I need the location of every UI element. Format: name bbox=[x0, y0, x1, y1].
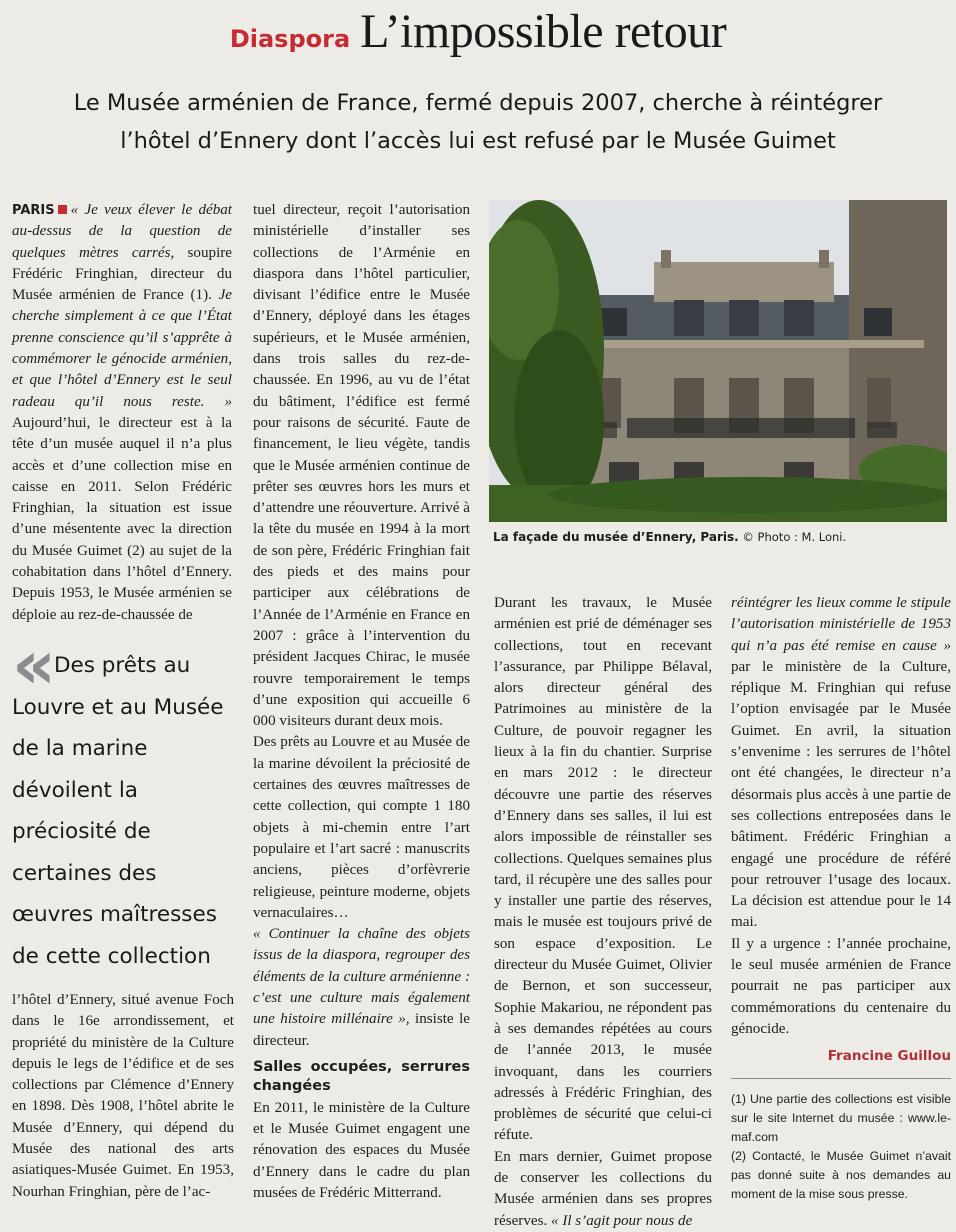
lead-text-2: Aujourd’hui, le directeur est à la tête d’un musée auquel il n’a plus accès et d’une collection mise en caisse en 2011. Selon Frédéric Fringhian, la situation est issue d’une mésentente avec la direction du Musée Guimet (2) au sujet de la cohabitation dans l’hôtel d’Ennery. Depuis 1953, le Musée arménien se déploie au rez-de-chaussée de bbox=[12, 414, 232, 623]
footnote-2: (2) Contacté, le Musée Guimet n’avait pas donné suite à nos demandes au moment de la mise sous presse. bbox=[731, 1149, 951, 1201]
column-4-quote: réintégrer les lieux comme le stipule l’autorisation ministérielle de 1953 qui n’a pas été remise en cause » bbox=[731, 595, 951, 654]
subheadline bbox=[10, 84, 946, 160]
caption-text: La façade du musée d’Ennery, Paris. bbox=[493, 530, 739, 544]
section-rubric: Diaspora bbox=[229, 25, 351, 53]
column-1-bottom-text: l’hôtel d’Ennery, situé avenue Foch dans le 16e arrondissement, et propriété du ministère de la Culture depuis le legs de l’édifice et de ses collections par Clémence d’Ennery en 1898. Dès 1908, l’hôtel abrite le Musée d’Ennery, qui dépend du Musée des national des arts asiatiques-Musée Guimet. En 1953, Nourhan Fringhian, père de l’ac- bbox=[12, 992, 234, 1200]
director-quote-tail: insiste le directeur. bbox=[253, 1011, 470, 1049]
column-3-quote: « Il s’agit pour nous de bbox=[547, 1212, 693, 1229]
lead-text-1: soupire Frédéric Fringhian, directeur du Musée arménien de France (1). bbox=[12, 244, 232, 304]
column-2-paragraph-4: En 2011, le ministère de la Culture et le Musée Guimet engagent une rénovation des espaces du Musée d’Ennery dans le cadre du plan musées de Frédéric Mitterrand. bbox=[253, 1099, 470, 1202]
footnote-divider bbox=[731, 1078, 951, 1079]
dateline-place: PARIS bbox=[12, 203, 55, 218]
director-quote: « Continuer la chaîne des objets issus de la diaspora, regrouper des éléments de la culture arménienne : c’est une culture mais également une histoire millénaire », bbox=[253, 926, 470, 1028]
photo-caption bbox=[493, 530, 948, 544]
column-2-paragraph-3 bbox=[253, 924, 470, 1052]
column-1 bbox=[12, 200, 232, 626]
quote-mark-icon: « bbox=[12, 626, 48, 705]
subhead-line-1: Le Musée arménien de France, fermé depuis 2007, cherche à réintégrer bbox=[73, 90, 883, 116]
column-3-paragraph-2 bbox=[494, 1147, 712, 1232]
footnotes bbox=[731, 1090, 951, 1204]
pull-quote bbox=[12, 626, 234, 977]
column-3-paragraph-1: Durant les travaux, le Musée arménien est prié de déménager ses collections, tout en recevant l’assurance, par Philippe Bélaval, alors directeur général des Patrimoines au ministère de la Culture, de pouvoir regagner les lieux à la fin du chantier. Surprise en mars 2012 : le directeur découvre une partie des réserves d’Ennery dans ses salles, il lui est alors impossible de réinstaller ses collections. Quelques semaines plus tard, il récupère une des salles pour y installer une partie des réserves, mais le musée est toujours privé de son espace d’exposition. Le directeur du Musée Guimet, Olivier de Bernon, et son successeur, Sophie Makariou, ne répondent pas à ses demandes répétées au cours de l’année 2013, le musée invoquant, dans les courriers adressés à Frédéric Fringhian, des problèmes de sécurité que celui-ci réfute. bbox=[494, 595, 712, 1144]
article-title bbox=[0, 4, 956, 58]
dateline-square-icon bbox=[58, 205, 67, 214]
column-4-paragraph-1 bbox=[731, 593, 951, 934]
column-2-paragraph-2: Des prêts au Louvre et au Musée de la marine dévoilent la préciosité de certaines des œuvres maîtresses de cette collection, qui compte 1 180 objets à mi-chemin entre l’art populaire et l’art sacré : manuscrits anciens, pièces d’orfèvrerie religieuse, peinture moderne, objets vernaculaires… bbox=[253, 734, 470, 921]
lead-quote-cont: Je cherche simplement à ce que l’État prenne conscience qu’il s’apprête à commémorer le génocide arménien, et que l’hôtel d’Ennery est le seul radeau qu’il nous reste. » bbox=[12, 287, 232, 410]
footnote-1: (1) Une partie des collections est visible sur le site Internet du musée : www.le-maf.com bbox=[731, 1092, 951, 1144]
column-4 bbox=[731, 593, 951, 1040]
facade-photo bbox=[489, 200, 947, 522]
column-4-paragraph-2: Il y a urgence : l’année prochaine, le seul musée arménien de France pourrait ne pas participer aux commémorations du centenaire du génocide. bbox=[731, 935, 951, 1037]
pull-quote-text: Des prêts au Louvre et au Musée de la marine dévoilent la préciosité de certaines des œuvres maîtresses de cette collection bbox=[12, 653, 224, 969]
section-subtitle: Salles occupées, serrures changées bbox=[253, 1058, 470, 1094]
lead-quote: « Je veux élever le débat au-dessus de la question de quelques mètres carrés, bbox=[12, 202, 232, 261]
column-3-paragraph-2-text: En mars dernier, Guimet propose de conserver les collections du Musée arménien dans ses propres réserves. bbox=[494, 1148, 712, 1229]
photo-credit: © Photo : M. Loni. bbox=[742, 530, 847, 544]
subhead-line-2: l’hôtel d’Ennery dont l’accès lui est refusé par le Musée Guimet bbox=[120, 128, 836, 154]
headline: L’impossible retour bbox=[360, 5, 727, 58]
lead-paragraph bbox=[12, 200, 232, 626]
column-2-paragraph-1: tuel directeur, reçoit l’autorisation ministérielle d’installer ses collections de l’Arménie en diaspora dans l’hôtel particulier, divisant l’édifice entre le Musée d’Ennery, déployé dans les étages supérieurs, et le Musée arménien, dans trois salles du rez-de-chaussée. En 1996, au vu de l’état du bâtiment, l’édifice est fermé pour raisons de sécurité. Faute de financement, le lieu végète, tandis que le Musée arménien continue de prêter ses œuvres hors les murs et d’attendre une réouverture. Arrivé à la tête du musée en 1994 à la mort de son père, Frédéric Fringhian fait des pieds et des mains pour participer aux célébrations de l’Année de l’Arménie en France en 2007 : grâce à l’intervention du président Jacques Chirac, le musée rouvre temporairement le temps d’une exposition qui accueille 6 000 visiteurs durant deux mois. bbox=[253, 202, 470, 730]
column-3 bbox=[494, 593, 712, 1232]
author-signature: Francine Guillou bbox=[827, 1048, 951, 1064]
column-2 bbox=[253, 200, 470, 1204]
column-1-bottom bbox=[12, 990, 234, 1203]
column-4-text: par le ministère de la Culture, réplique M. Fringhian qui refuse l’option envisagée par le Musée Guimet. En avril, la situation s’envenime : les serrures de l’hôtel ont été changées, le directeur n’a désormais plus accès à une partie de ses collections entreposées dans le bâtiment. Frédéric Fringhian a engagé une procédure de référé pour retrouver l’usage des locaux. La décision est attendue pour le 14 mai. bbox=[731, 658, 951, 931]
